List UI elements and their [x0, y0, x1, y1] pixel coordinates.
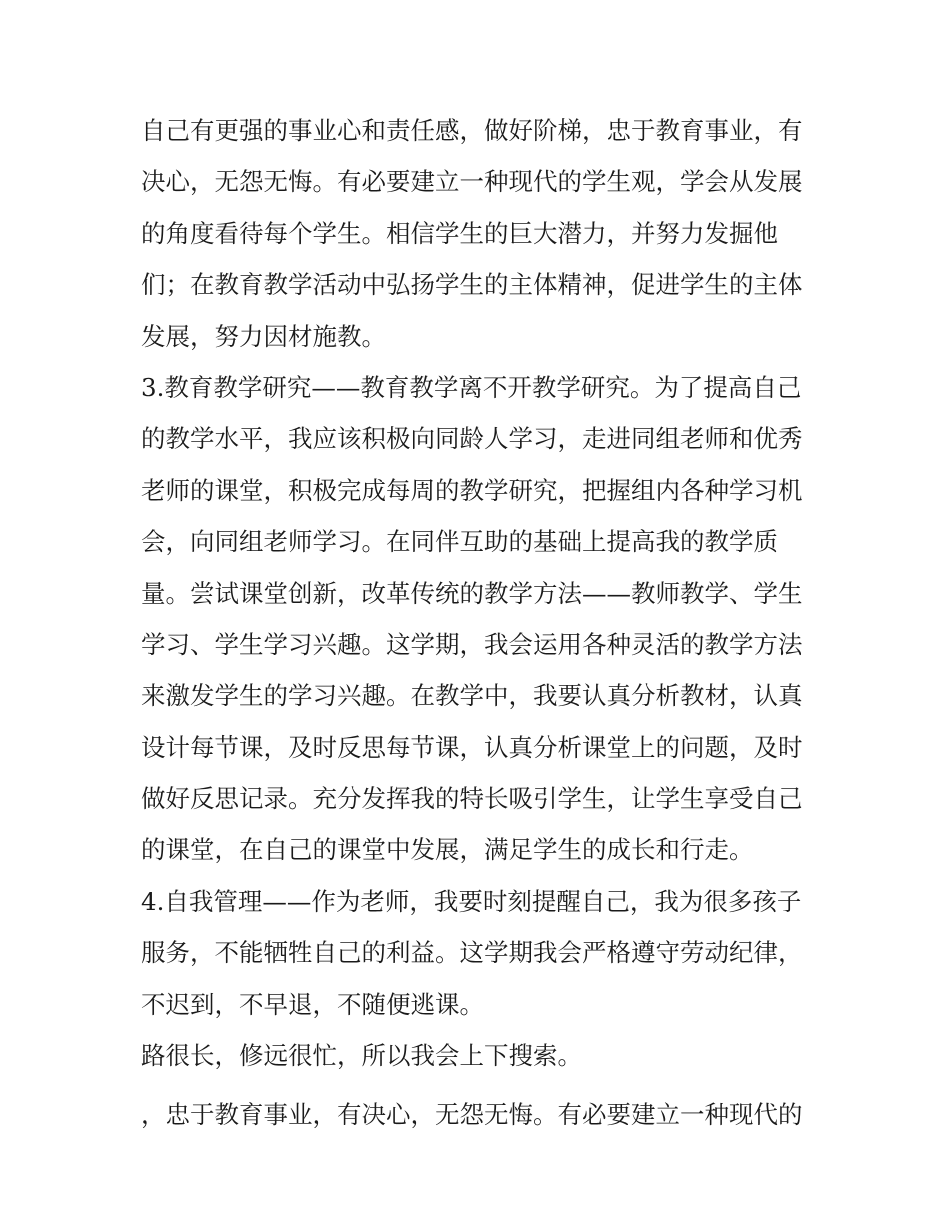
document-body [141, 105, 821, 1141]
text-line: 学习、学生学习兴趣。这学期，我会运用各种灵活的教学方法 [141, 629, 803, 659]
text-line: 的课堂，在自己的课堂中发展，满足学生的成长和行走。 [141, 835, 754, 865]
text-line: 决心，无怨无悔。有必要建立一种现代的学生观，学会从发展 [141, 167, 803, 197]
text-line: 设计每节课，及时反思每节课，认真分析课堂上的问题，及时 [141, 732, 803, 762]
text-line: 来激发学生的学习兴趣。在教学中，我要认真分析教材，认真 [141, 681, 803, 711]
text-line: 服务，不能牺牲自己的利益。这学期我会严格遵守劳动纪律， [141, 938, 803, 968]
text-line: ，忠于教育事业，有决心，无怨无悔。有必要建立一种现代的 [141, 1100, 803, 1130]
text-line: 会，向同组老师学习。在同伴互助的基础上提高我的教学质 [141, 527, 778, 557]
text-line: 的角度看待每个学生。相信学生的巨大潜力，并努力发掘他 [141, 218, 778, 248]
paragraph-gap [141, 1081, 821, 1089]
text-line: 自己有更强的事业心和责任感，做好阶梯，忠于教育事业，有 [141, 116, 803, 145]
section-heading-line: 3.教育教学研究——教育教学离不开教学研究。为了提高自己 [141, 372, 802, 402]
text-line: 不迟到，不早退，不随便逃课。 [141, 989, 484, 1019]
text-line: 量。尝试课堂创新，改革传统的教学方法——教师教学、学生 [141, 578, 803, 608]
text-line: 路很长，修远很忙，所以我会上下搜索。 [141, 1041, 582, 1071]
text-line: 发展，努力因材施教。 [141, 321, 386, 351]
text-line: 老师的课堂，积极完成每周的教学研究，把握组内各种学习机 [141, 475, 803, 505]
text-line: 做好反思记录。充分发挥我的特长吸引学生，让学生享受自己 [141, 784, 803, 814]
section-heading-line: 4.自我管理——作为老师，我要时刻提醒自己，我为很多孩子 [141, 886, 802, 916]
text-line: 的教学水平，我应该积极向同龄人学习，走进同组老师和优秀 [141, 424, 803, 454]
text-line: 们；在教育教学活动中弘扬学生的主体精神，促进学生的主体 [141, 270, 803, 300]
